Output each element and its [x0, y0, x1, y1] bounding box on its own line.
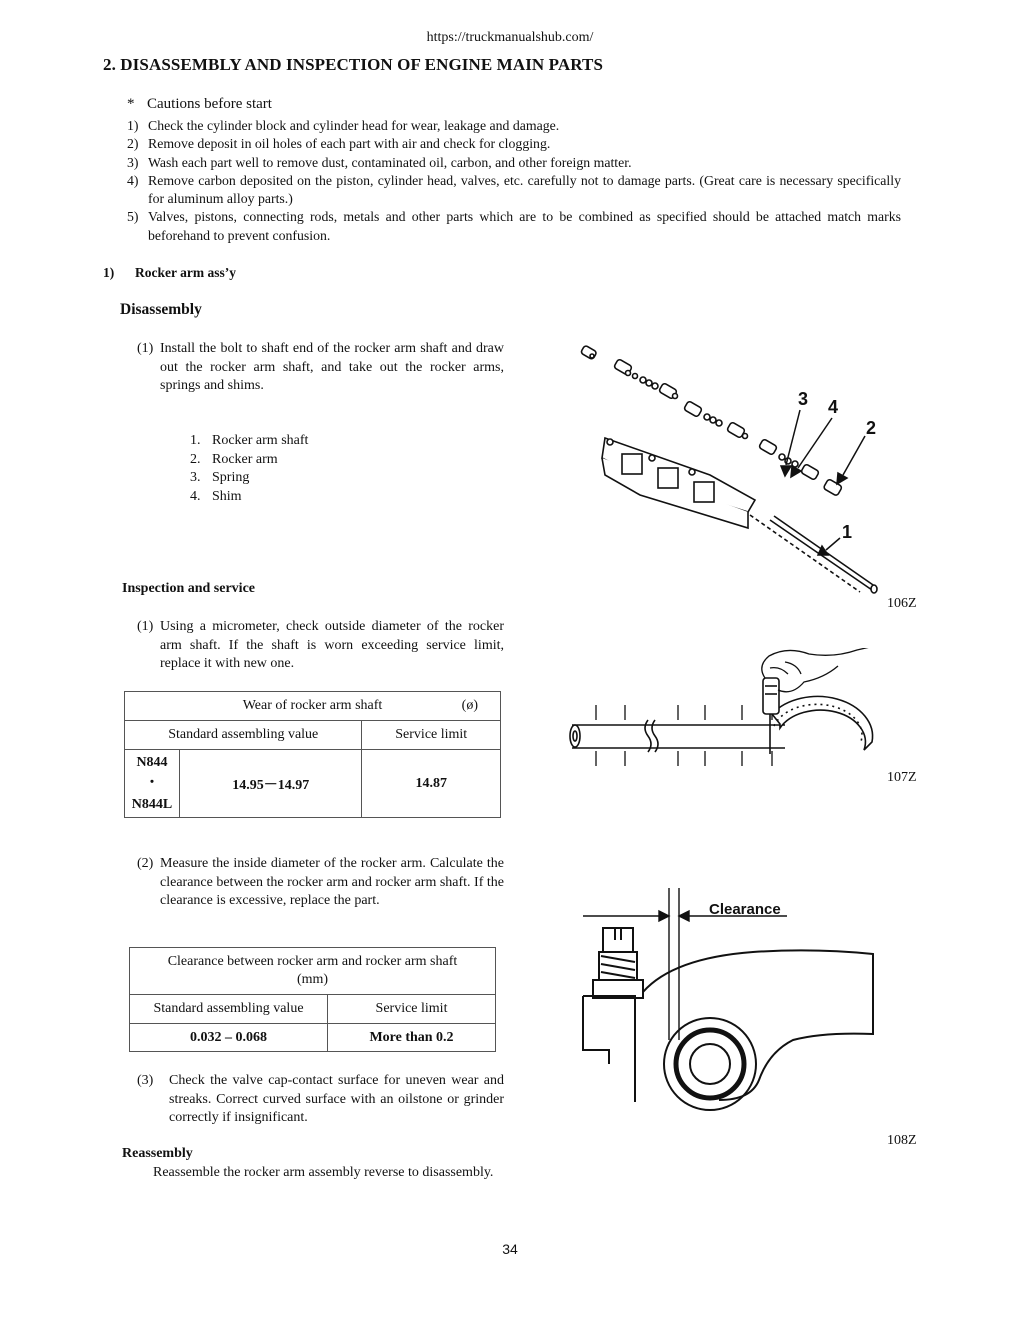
list-item-text: Remove carbon deposited on the piston, cylinder head, valves, etc. carefully not to damage parts. (Great care is necessary specifically for aluminum alloy parts.) — [148, 172, 901, 207]
step-number: (3) — [137, 1073, 154, 1088]
list-item-number: 3. — [190, 470, 201, 486]
subsection-title: Rocker arm ass’y — [135, 265, 236, 280]
step-number: (1) — [137, 341, 154, 356]
list-item — [190, 432, 308, 451]
step-text: Install the bolt to shaft end of the rocker arm shaft and draw out the rocker arm shaft, and take out the rocker arms, springs and shims. — [160, 341, 504, 393]
reassembly-text: Reassemble the rocker arm assembly reverse to disassembly. — [153, 1165, 494, 1180]
list-item-text: Wash each part well to remove dust, contaminated oil, carbon, and other foreign matter. — [148, 154, 632, 170]
adjusting-screw — [593, 928, 643, 998]
figure-label: 106Z — [887, 596, 917, 611]
list-item-text: Check the cylinder block and cylinder head for wear, leakage and damage. — [148, 118, 560, 133]
list-item-number: 5) — [127, 209, 139, 225]
list-item-number: 1) — [127, 118, 139, 133]
step-number: (1) — [137, 619, 154, 634]
step-text: Using a micrometer, check outside diameter of the rocker arm shaft. If the shaft is worn exceeding service limit, replace it with new one. — [160, 619, 504, 671]
rocker-arm-part — [580, 345, 597, 360]
shaft-wear-table — [124, 691, 501, 818]
model-name: N844L — [131, 797, 173, 812]
callout-label: 3 — [798, 389, 809, 409]
rocker-arm-shaft-part — [750, 515, 877, 593]
hand-outline — [762, 648, 892, 692]
list-item-text: Valves, pistons, connecting rods, metals and other parts which are to be combined as specified should be attached match marks beforehand to prevent confusion. — [148, 209, 901, 243]
list-item-text: Remove deposit in oil holes of each part with air and check for clogging. — [148, 136, 551, 152]
clearance-table — [129, 947, 496, 1052]
list-item — [127, 172, 901, 209]
measurement-points — [596, 705, 772, 766]
subsection-number: 1) — [103, 265, 115, 280]
model-cell — [125, 750, 180, 818]
step-number: (2) — [137, 856, 154, 871]
model-name: N844 — [136, 755, 168, 770]
rocker-arm-exploded-figure — [560, 330, 890, 600]
list-item — [190, 451, 308, 470]
list-item-number: 2. — [190, 451, 201, 467]
rocker-arm-clearance-figure — [575, 888, 895, 1128]
table-title-cell — [125, 692, 501, 721]
clearance-label: Clearance — [709, 901, 781, 918]
table-title: Clearance between rocker arm and rocker arm shaft — [167, 954, 458, 969]
rocker-arm-part — [801, 464, 820, 481]
leader-arrow — [826, 538, 840, 550]
list-item — [127, 135, 901, 153]
arrow-head — [791, 466, 801, 477]
list-item-text: Spring — [212, 470, 250, 486]
list-item-number: 2) — [127, 136, 139, 152]
arrow-head — [781, 466, 791, 476]
page-number: 34 — [502, 1241, 518, 1257]
section-title: 2. DISASSEMBLY AND INSPECTION OF ENGINE MAIN PARTS — [103, 55, 604, 74]
list-item-number: 4. — [190, 489, 201, 505]
rocker-arm-part — [684, 401, 703, 418]
cautions-list — [127, 117, 901, 245]
table-unit: (ø) — [461, 698, 478, 713]
list-item-text: Rocker arm shaft — [212, 433, 309, 448]
leader-arrow — [798, 418, 832, 468]
reassembly-heading: Reassembly — [122, 1146, 193, 1161]
inspection-step-2 — [137, 855, 504, 911]
inspection-step-3 — [137, 1072, 504, 1128]
spring-part — [640, 377, 658, 389]
rocker-arm-part — [614, 359, 638, 379]
leader-arrow — [843, 436, 865, 475]
cautions-marker: * — [127, 96, 135, 112]
step-text: Measure the inside diameter of the rocker arm. Calculate the clearance between the rocker arm and rocker arm shaft. If the clearance is excessive, replace the part. — [160, 856, 504, 908]
model-separator: ・ — [145, 776, 159, 791]
parts-list — [190, 432, 308, 507]
cylinder-head-block — [602, 438, 755, 528]
rocker-arm-part — [759, 439, 778, 456]
subsection-heading — [103, 265, 236, 281]
table-title: Wear of rocker arm shaft — [242, 698, 383, 713]
cautions-heading — [127, 96, 272, 113]
micrometer-shaft-figure — [560, 648, 895, 773]
callout-label: 4 — [828, 397, 839, 417]
figure-label: 108Z — [887, 1133, 917, 1148]
list-item — [127, 117, 901, 135]
list-item-text: Shim — [212, 489, 242, 505]
cautions-heading-text: Cautions before start — [147, 96, 272, 112]
list-item-text: Rocker arm — [212, 451, 278, 467]
inspection-step-1 — [137, 618, 504, 674]
leader-arrow — [786, 410, 800, 465]
limit-value-cell: 14.87 — [362, 750, 501, 818]
column-header-standard: Standard assembling value — [125, 721, 362, 750]
arrow-head — [837, 473, 847, 484]
list-item-number: 1. — [190, 433, 201, 448]
list-item — [190, 469, 308, 488]
callout-label: 2 — [866, 418, 877, 438]
header-url: https://truckmanualshub.com/ — [426, 30, 594, 45]
list-item-number: 3) — [127, 154, 139, 170]
rocker-arm-part — [727, 422, 748, 439]
rocker-arm-part — [659, 383, 678, 400]
limit-value-cell: More than 0.2 — [328, 1024, 496, 1052]
table-unit: (mm) — [296, 972, 329, 987]
list-item — [190, 488, 308, 507]
figure-label: 107Z — [887, 770, 917, 785]
standard-value-cell: 14.95－14.97 — [180, 750, 362, 818]
list-item — [127, 154, 901, 172]
callout-label: 1 — [842, 522, 853, 542]
column-header-standard: Standard assembling value — [130, 995, 328, 1024]
rocker-arm-shaft — [570, 720, 785, 752]
standard-value-cell: 0.032 – 0.068 — [130, 1024, 328, 1052]
step-text: Check the valve cap-contact surface for uneven wear and streaks. Correct curved surface with an oilstone or grinder correctly if insignificant. — [169, 1073, 504, 1125]
inspection-heading: Inspection and service — [122, 581, 255, 596]
column-header-limit: Service limit — [362, 721, 501, 750]
list-item-number: 4) — [127, 172, 139, 188]
disassembly-heading: Disassembly — [120, 301, 202, 318]
micrometer-tool — [763, 678, 873, 754]
list-item — [127, 208, 901, 245]
table-title-cell — [130, 948, 496, 995]
disassembly-step-1 — [137, 340, 504, 396]
column-header-limit: Service limit — [328, 995, 496, 1024]
spring-part — [704, 414, 722, 426]
